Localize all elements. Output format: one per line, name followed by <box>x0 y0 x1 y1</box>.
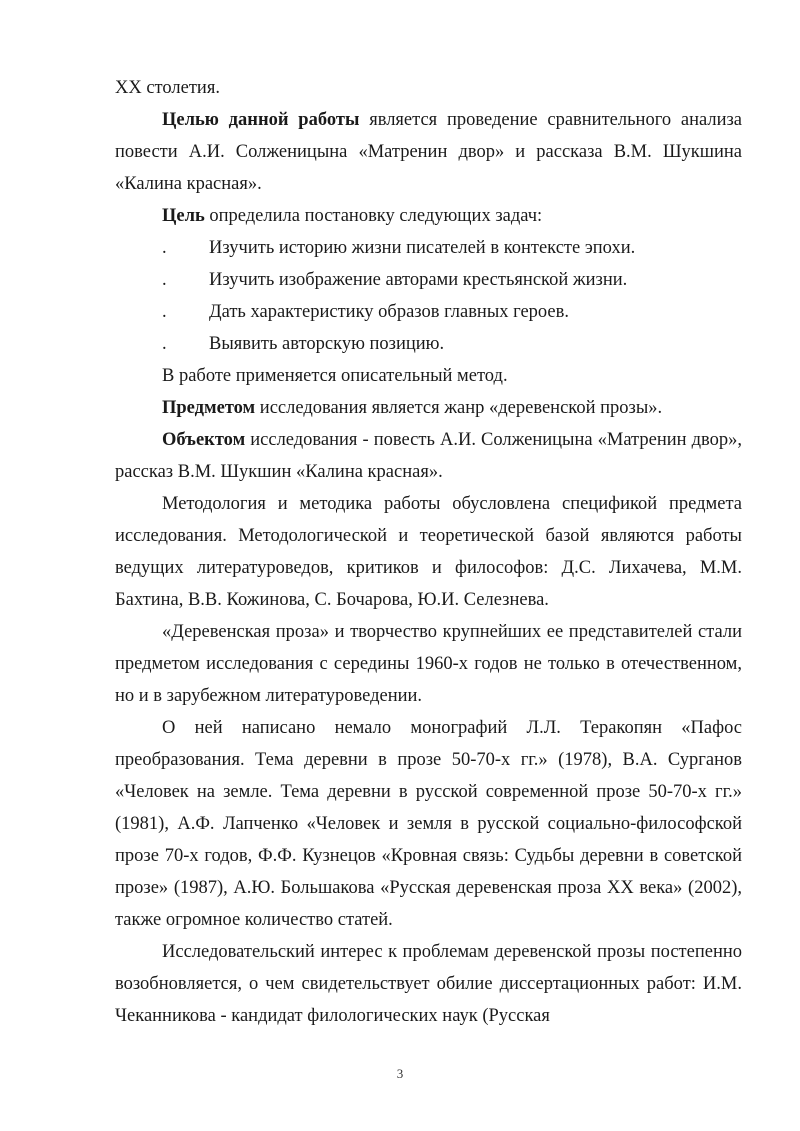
list-marker: . <box>162 334 167 354</box>
tasks-intro-text: определила постановку следующих задач: <box>204 206 543 226</box>
paragraph-object <box>115 424 742 488</box>
tasks-list <box>115 232 742 360</box>
subject-text: исследования является жанр «деревенской прозы». <box>255 398 663 418</box>
goal-text: является проведение сравнительного анализа повести А.И. Солженицына «Матренин двор» и рассказа В.М. Шукшина «Калина красная». <box>115 110 743 194</box>
list-item-text: Изучить историю жизни писателей в контексте эпохи. <box>209 238 636 258</box>
paragraph-goal <box>115 104 742 200</box>
list-marker: . <box>162 270 167 290</box>
paragraph-subject <box>115 392 742 424</box>
list-item <box>115 328 742 360</box>
list-item-text: Изучить изображение авторами крестьянской жизни. <box>209 270 628 290</box>
document-page <box>115 72 742 1032</box>
tasks-heading: Цель <box>162 206 205 226</box>
paragraph-continuation: XX столетия. <box>115 78 220 98</box>
paragraph-research-interest: Исследовательский интерес к проблемам деревенской прозы постепенно возобновляется, о чем свидетельствует обилие диссертационных работ: И.М. Чеканникова - кандидат филологических наук (Русская <box>115 942 742 1026</box>
list-item <box>115 296 742 328</box>
list-item <box>115 232 742 264</box>
paragraph-tasks-intro <box>115 200 742 232</box>
list-marker: . <box>162 302 167 322</box>
paragraph-method: В работе применяется описательный метод. <box>162 366 508 386</box>
list-marker: . <box>162 238 167 258</box>
list-item <box>115 264 742 296</box>
goal-heading: Целью данной работы <box>162 110 360 130</box>
list-item-text: Выявить авторскую позицию. <box>209 334 445 354</box>
subject-heading: Предметом <box>162 398 256 418</box>
object-text: исследования - повесть А.И. Солженицына «Матренин двор», рассказ В.М. Шукшин «Калина красная». <box>115 430 742 482</box>
paragraph-methodology: Методология и методика работы обусловлена спецификой предмета исследования. Методологической и теоретической базой являются работы ведущих литературоведов, критиков и философов: Д.С. Лихачева, М.М. Бахтина, В.В. Кожинова, С. Бочарова, Ю.И. Селезнева. <box>115 494 742 610</box>
paragraph-monographs: О ней написано немало монографий Л.Л. Теракопян «Пафос преобразования. Тема деревни в прозе 50-70-х гг.» (1978), В.А. Сурганов «Человек на земле. Тема деревни в русской современной прозе 50-70-х гг.» (1981), А.Ф. Лапченко «Человек и земля в русской социально-философской прозе 70-х годов, Ф.Ф. Кузнецов «Кровная связь: Судьбы деревни в советской прозе» (1987), А.Ю. Большакова «Русская деревенская проза XX века» (2002), также огромное количество статей. <box>115 718 742 930</box>
object-heading: Объектом <box>162 430 246 450</box>
list-item-text: Дать характеристику образов главных героев. <box>209 302 569 322</box>
paragraph-village-prose: «Деревенская проза» и творчество крупнейших ее представителей стали предметом исследования с середины 1960-х годов не только в отечественном, но и в зарубежном литературоведении. <box>115 622 742 706</box>
page-number: 3 <box>396 1066 404 1081</box>
